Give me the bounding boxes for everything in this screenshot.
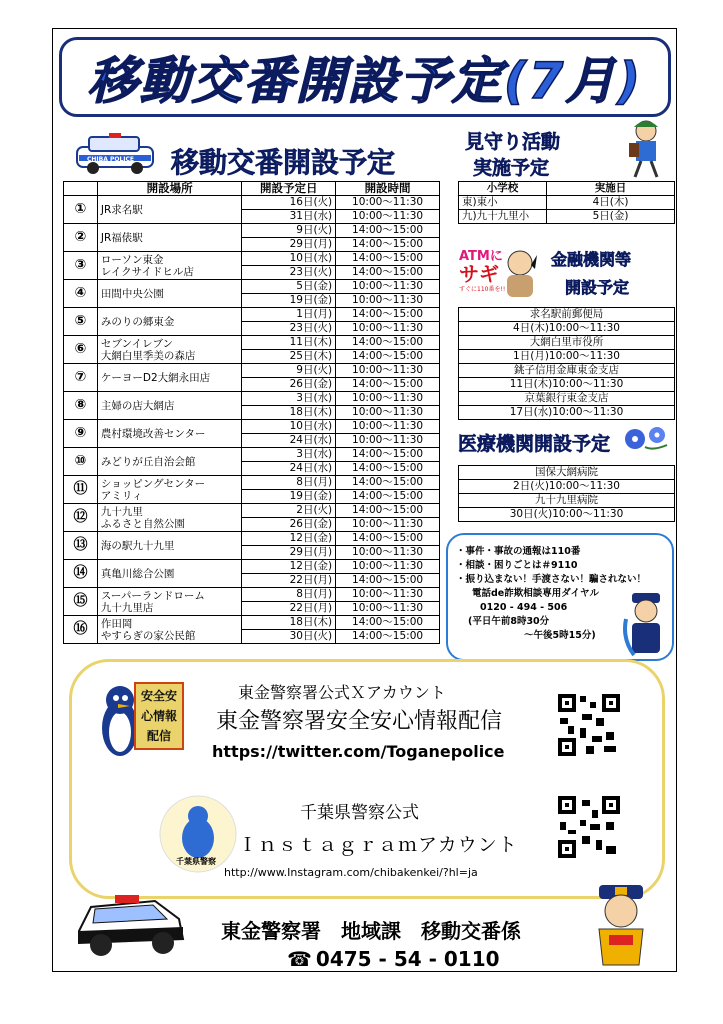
- facility-name: 大網白里市役所: [459, 336, 675, 350]
- place-cell: 作田岡 やすらぎの家公民館: [97, 616, 241, 644]
- time-cell: 10:00〜11:30: [336, 588, 440, 602]
- atm-badge-note: すぐに110番を!!: [459, 286, 506, 293]
- place-cell: みどりが丘自治会館: [97, 448, 241, 476]
- medical-heading: 医療機関開設予定: [458, 433, 611, 455]
- table-header-row: [64, 182, 440, 196]
- place-cell: 海の駅九十九里: [97, 532, 241, 560]
- time-cell: 14:00〜15:00: [336, 574, 440, 588]
- row-number: ⑫: [64, 504, 98, 532]
- date-cell: 30日(火): [242, 630, 336, 644]
- date-cell: 29日(月): [242, 546, 336, 560]
- facility-name: 九十九里病院: [459, 494, 675, 508]
- table-row: [459, 322, 675, 336]
- time-cell: 14:00〜15:00: [336, 350, 440, 364]
- row-number: ⑬: [64, 532, 98, 560]
- time-cell: 14:00〜15:00: [336, 378, 440, 392]
- facility-schedule: 4日(木)10:00〜11:30: [459, 322, 675, 336]
- table-row: [459, 196, 675, 210]
- table-row: [64, 252, 440, 266]
- place-cell: ショッピングセンター アミリィ: [97, 476, 241, 504]
- table-row: [459, 308, 675, 322]
- notice-line: ・事件・事故の通報は110番: [456, 546, 581, 557]
- place-cell: JR福俵駅: [97, 224, 241, 252]
- table-row: [459, 392, 675, 406]
- place-cell: 田間中央公園: [97, 280, 241, 308]
- notice-line: (平日午前8時30分: [468, 616, 550, 627]
- sns-box: [69, 659, 665, 899]
- x-account-url: https://twitter.com/Toganepolice: [212, 742, 505, 761]
- notice-line: 0120 - 494 - 506: [480, 602, 568, 613]
- instagram-qr-code-icon: [556, 794, 622, 860]
- place-cell: 九十九里 ふるさと自然公園: [97, 504, 241, 532]
- date-cell: 25日(木): [242, 350, 336, 364]
- facility-name: 国保大網病院: [459, 466, 675, 480]
- time-cell: 10:00〜11:30: [336, 392, 440, 406]
- facility-schedule: 30日(火)10:00〜11:30: [459, 508, 675, 522]
- table-row: [459, 350, 675, 364]
- row-number: ②: [64, 224, 98, 252]
- time-cell: 14:00〜15:00: [336, 336, 440, 350]
- row-number: ⑤: [64, 308, 98, 336]
- time-cell: 10:00〜11:30: [336, 406, 440, 420]
- table-row: [459, 508, 675, 522]
- table-row: [64, 420, 440, 434]
- time-cell: 14:00〜15:00: [336, 238, 440, 252]
- patrol-col-school: 小学校: [459, 182, 547, 196]
- place-cell: ケーヨーD2大網永田店: [97, 364, 241, 392]
- date-cell: 2日(火): [242, 504, 336, 518]
- time-cell: 10:00〜11:30: [336, 602, 440, 616]
- date-cell: 29日(月): [242, 238, 336, 252]
- atm-badge-sub: サギ: [459, 262, 499, 286]
- table-row: [64, 616, 440, 630]
- date-cell: 8日(月): [242, 476, 336, 490]
- time-cell: 14:00〜15:00: [336, 308, 440, 322]
- date-cell: 26日(金): [242, 378, 336, 392]
- date-cell: 1日(月): [242, 308, 336, 322]
- place-cell: スーパーランドローム 九十九里店: [97, 588, 241, 616]
- date-cell: 3日(水): [242, 448, 336, 462]
- morning-glory-icon: [621, 423, 671, 453]
- notice-line: ・相談・困りごとは＃9110: [456, 560, 578, 571]
- date-cell: 3日(水): [242, 392, 336, 406]
- date-cell: 10日(水): [242, 252, 336, 266]
- patrol-date: 4日(木): [547, 196, 675, 210]
- patrol-heading-line2: 実施予定: [473, 157, 550, 179]
- date-cell: 18日(木): [242, 616, 336, 630]
- table-row: [459, 364, 675, 378]
- time-cell: 10:00〜11:30: [336, 196, 440, 210]
- date-cell: 16日(火): [242, 196, 336, 210]
- facility-schedule: 2日(火)10:00〜11:30: [459, 480, 675, 494]
- place-cell: セブンイレブン 大網白里季美の森店: [97, 336, 241, 364]
- date-cell: 11日(木): [242, 336, 336, 350]
- time-cell: 10:00〜11:30: [336, 364, 440, 378]
- col-date-header: 開設予定日: [242, 182, 336, 196]
- row-number: ⑪: [64, 476, 98, 504]
- col-num-header: [64, 182, 98, 196]
- place-cell: みのりの郷東金: [97, 308, 241, 336]
- police-car-icon: [71, 881, 191, 961]
- date-cell: 12日(金): [242, 532, 336, 546]
- place-cell: 真亀川総合公園: [97, 560, 241, 588]
- finance-heading-line1: 金融機関等: [551, 250, 632, 269]
- patrol-heading-line1: 見守り活動: [465, 131, 561, 153]
- table-row: [64, 336, 440, 350]
- row-number: ⑮: [64, 588, 98, 616]
- place-cell: ローソン東金 レイクサイドヒル店: [97, 252, 241, 280]
- time-cell: 10:00〜11:30: [336, 322, 440, 336]
- time-cell: 10:00〜11:30: [336, 280, 440, 294]
- date-cell: 9日(火): [242, 364, 336, 378]
- col-time-header: 開設時間: [336, 182, 440, 196]
- row-number: ①: [64, 196, 98, 224]
- facility-schedule: 11日(木)10:00〜11:30: [459, 378, 675, 392]
- col-place-header: 開設場所: [97, 182, 241, 196]
- table-row: [459, 336, 675, 350]
- time-cell: 14:00〜15:00: [336, 532, 440, 546]
- time-cell: 10:00〜11:30: [336, 518, 440, 532]
- main-section-heading: 移動交番開設予定: [171, 146, 396, 179]
- time-cell: 14:00〜15:00: [336, 476, 440, 490]
- table-row: [64, 588, 440, 602]
- row-number: ⑧: [64, 392, 98, 420]
- time-cell: 14:00〜15:00: [336, 448, 440, 462]
- table-row: [64, 364, 440, 378]
- patrol-car-icon: [75, 133, 157, 175]
- table-row: [64, 280, 440, 294]
- time-cell: 14:00〜15:00: [336, 504, 440, 518]
- place-cell: 農村環境改善センター: [97, 420, 241, 448]
- table-row: [64, 504, 440, 518]
- notice-line: 〜午後5時15分): [524, 630, 596, 641]
- finance-heading-line2: 開設予定: [565, 278, 630, 297]
- time-cell: 14:00〜15:00: [336, 252, 440, 266]
- facility-schedule: 17日(水)10:00〜11:30: [459, 406, 675, 420]
- notice-box: [446, 533, 674, 661]
- time-cell: 10:00〜11:30: [336, 210, 440, 224]
- page-title: 移動交番開設予定(7月): [87, 52, 643, 110]
- row-number: ④: [64, 280, 98, 308]
- row-number: ⑨: [64, 420, 98, 448]
- vehicle-label: CHIBA POLICE: [87, 156, 135, 163]
- mascot-caption: 千葉県警察: [176, 857, 216, 866]
- date-cell: 24日(水): [242, 434, 336, 448]
- table-row: [459, 480, 675, 494]
- title-banner: [59, 37, 671, 117]
- atm-badge: [459, 245, 539, 301]
- date-cell: 31日(水): [242, 210, 336, 224]
- patrol-school: 東)東小: [459, 196, 547, 210]
- time-cell: 14:00〜15:00: [336, 616, 440, 630]
- time-cell: 10:00〜11:30: [336, 560, 440, 574]
- time-cell: 14:00〜15:00: [336, 630, 440, 644]
- notice-line: 電話de詐欺相談専用ダイヤル: [472, 588, 599, 599]
- police-officer-phone-icon: [620, 589, 672, 661]
- facility-name: 京葉銀行東金支店: [459, 392, 675, 406]
- footer-org: 東金警察署 地域課 移動交番係: [221, 919, 521, 943]
- patrol-date: 5日(金): [547, 210, 675, 224]
- time-cell: 14:00〜15:00: [336, 224, 440, 238]
- elderly-person-icon: [501, 247, 539, 299]
- facility-name: 求名駅前郵便局: [459, 308, 675, 322]
- table-row: [64, 532, 440, 546]
- police-mascot-icon: [581, 879, 661, 969]
- finance-table: [458, 307, 675, 420]
- ig-account-title: 千葉県警察公式: [300, 803, 419, 823]
- medical-table: [458, 465, 675, 522]
- footer-phone-row: [287, 947, 500, 971]
- table-row: [64, 224, 440, 238]
- x-account-name: 東金警察署安全安心情報配信: [216, 709, 503, 734]
- mascot-sign: 安全安心情報配信: [134, 682, 184, 750]
- date-cell: 8日(月): [242, 588, 336, 602]
- row-number: ⑭: [64, 560, 98, 588]
- date-cell: 23日(火): [242, 322, 336, 336]
- row-number: ③: [64, 252, 98, 280]
- date-cell: 12日(金): [242, 560, 336, 574]
- time-cell: 14:00〜15:00: [336, 462, 440, 476]
- facility-name: 銚子信用金庫東金支店: [459, 364, 675, 378]
- x-qr-code-icon: [556, 692, 622, 758]
- flyer-page: [52, 28, 677, 972]
- ig-account-name: Ｉｎｓｔａｇｒａｍアカウント: [238, 834, 518, 856]
- schedule-table: [63, 181, 440, 644]
- date-cell: 19日(金): [242, 490, 336, 504]
- patrol-col-date: 実施日: [547, 182, 675, 196]
- notice-line: ・振り込まない！手渡さない！騙されない！: [456, 574, 647, 585]
- date-cell: 24日(水): [242, 462, 336, 476]
- table-row: [459, 494, 675, 508]
- footer-phone: 0475 - 54 - 0110: [315, 947, 500, 971]
- row-number: ⑥: [64, 336, 98, 364]
- time-cell: 10:00〜11:30: [336, 420, 440, 434]
- date-cell: 22日(月): [242, 574, 336, 588]
- table-row: [64, 308, 440, 322]
- ig-account-url: http://www.Instagram.com/chibakenkei/?hl=ja: [224, 866, 478, 879]
- date-cell: 22日(月): [242, 602, 336, 616]
- time-cell: 10:00〜11:30: [336, 546, 440, 560]
- time-cell: 10:00〜11:30: [336, 434, 440, 448]
- date-cell: 10日(水): [242, 420, 336, 434]
- facility-schedule: 1日(月)10:00〜11:30: [459, 350, 675, 364]
- row-number: ⑦: [64, 364, 98, 392]
- place-cell: JR求名駅: [97, 196, 241, 224]
- x-account-title: 東金警察署公式Ｘアカウント: [238, 683, 446, 702]
- table-row: [64, 392, 440, 406]
- patrol-school: 九)九十九里小: [459, 210, 547, 224]
- date-cell: 9日(火): [242, 224, 336, 238]
- date-cell: 23日(火): [242, 266, 336, 280]
- date-cell: 18日(木): [242, 406, 336, 420]
- table-row: [459, 378, 675, 392]
- row-number: ⑯: [64, 616, 98, 644]
- place-cell: 主婦の店大網店: [97, 392, 241, 420]
- time-cell: 10:00〜11:30: [336, 294, 440, 308]
- table-row: [459, 406, 675, 420]
- schoolchild-icon: [621, 117, 671, 179]
- table-row: [64, 476, 440, 490]
- date-cell: 19日(金): [242, 294, 336, 308]
- table-row: [459, 210, 675, 224]
- table-row: [64, 448, 440, 462]
- date-cell: 26日(金): [242, 518, 336, 532]
- table-row: [459, 466, 675, 480]
- atm-badge-text: ATMに: [459, 249, 503, 264]
- table-row: [64, 560, 440, 574]
- time-cell: 14:00〜15:00: [336, 266, 440, 280]
- patrol-table: [458, 181, 675, 224]
- table-row: [64, 196, 440, 210]
- time-cell: 14:00〜15:00: [336, 490, 440, 504]
- row-number: ⑩: [64, 448, 98, 476]
- date-cell: 5日(金): [242, 280, 336, 294]
- telephone-icon: ☎: [287, 947, 312, 971]
